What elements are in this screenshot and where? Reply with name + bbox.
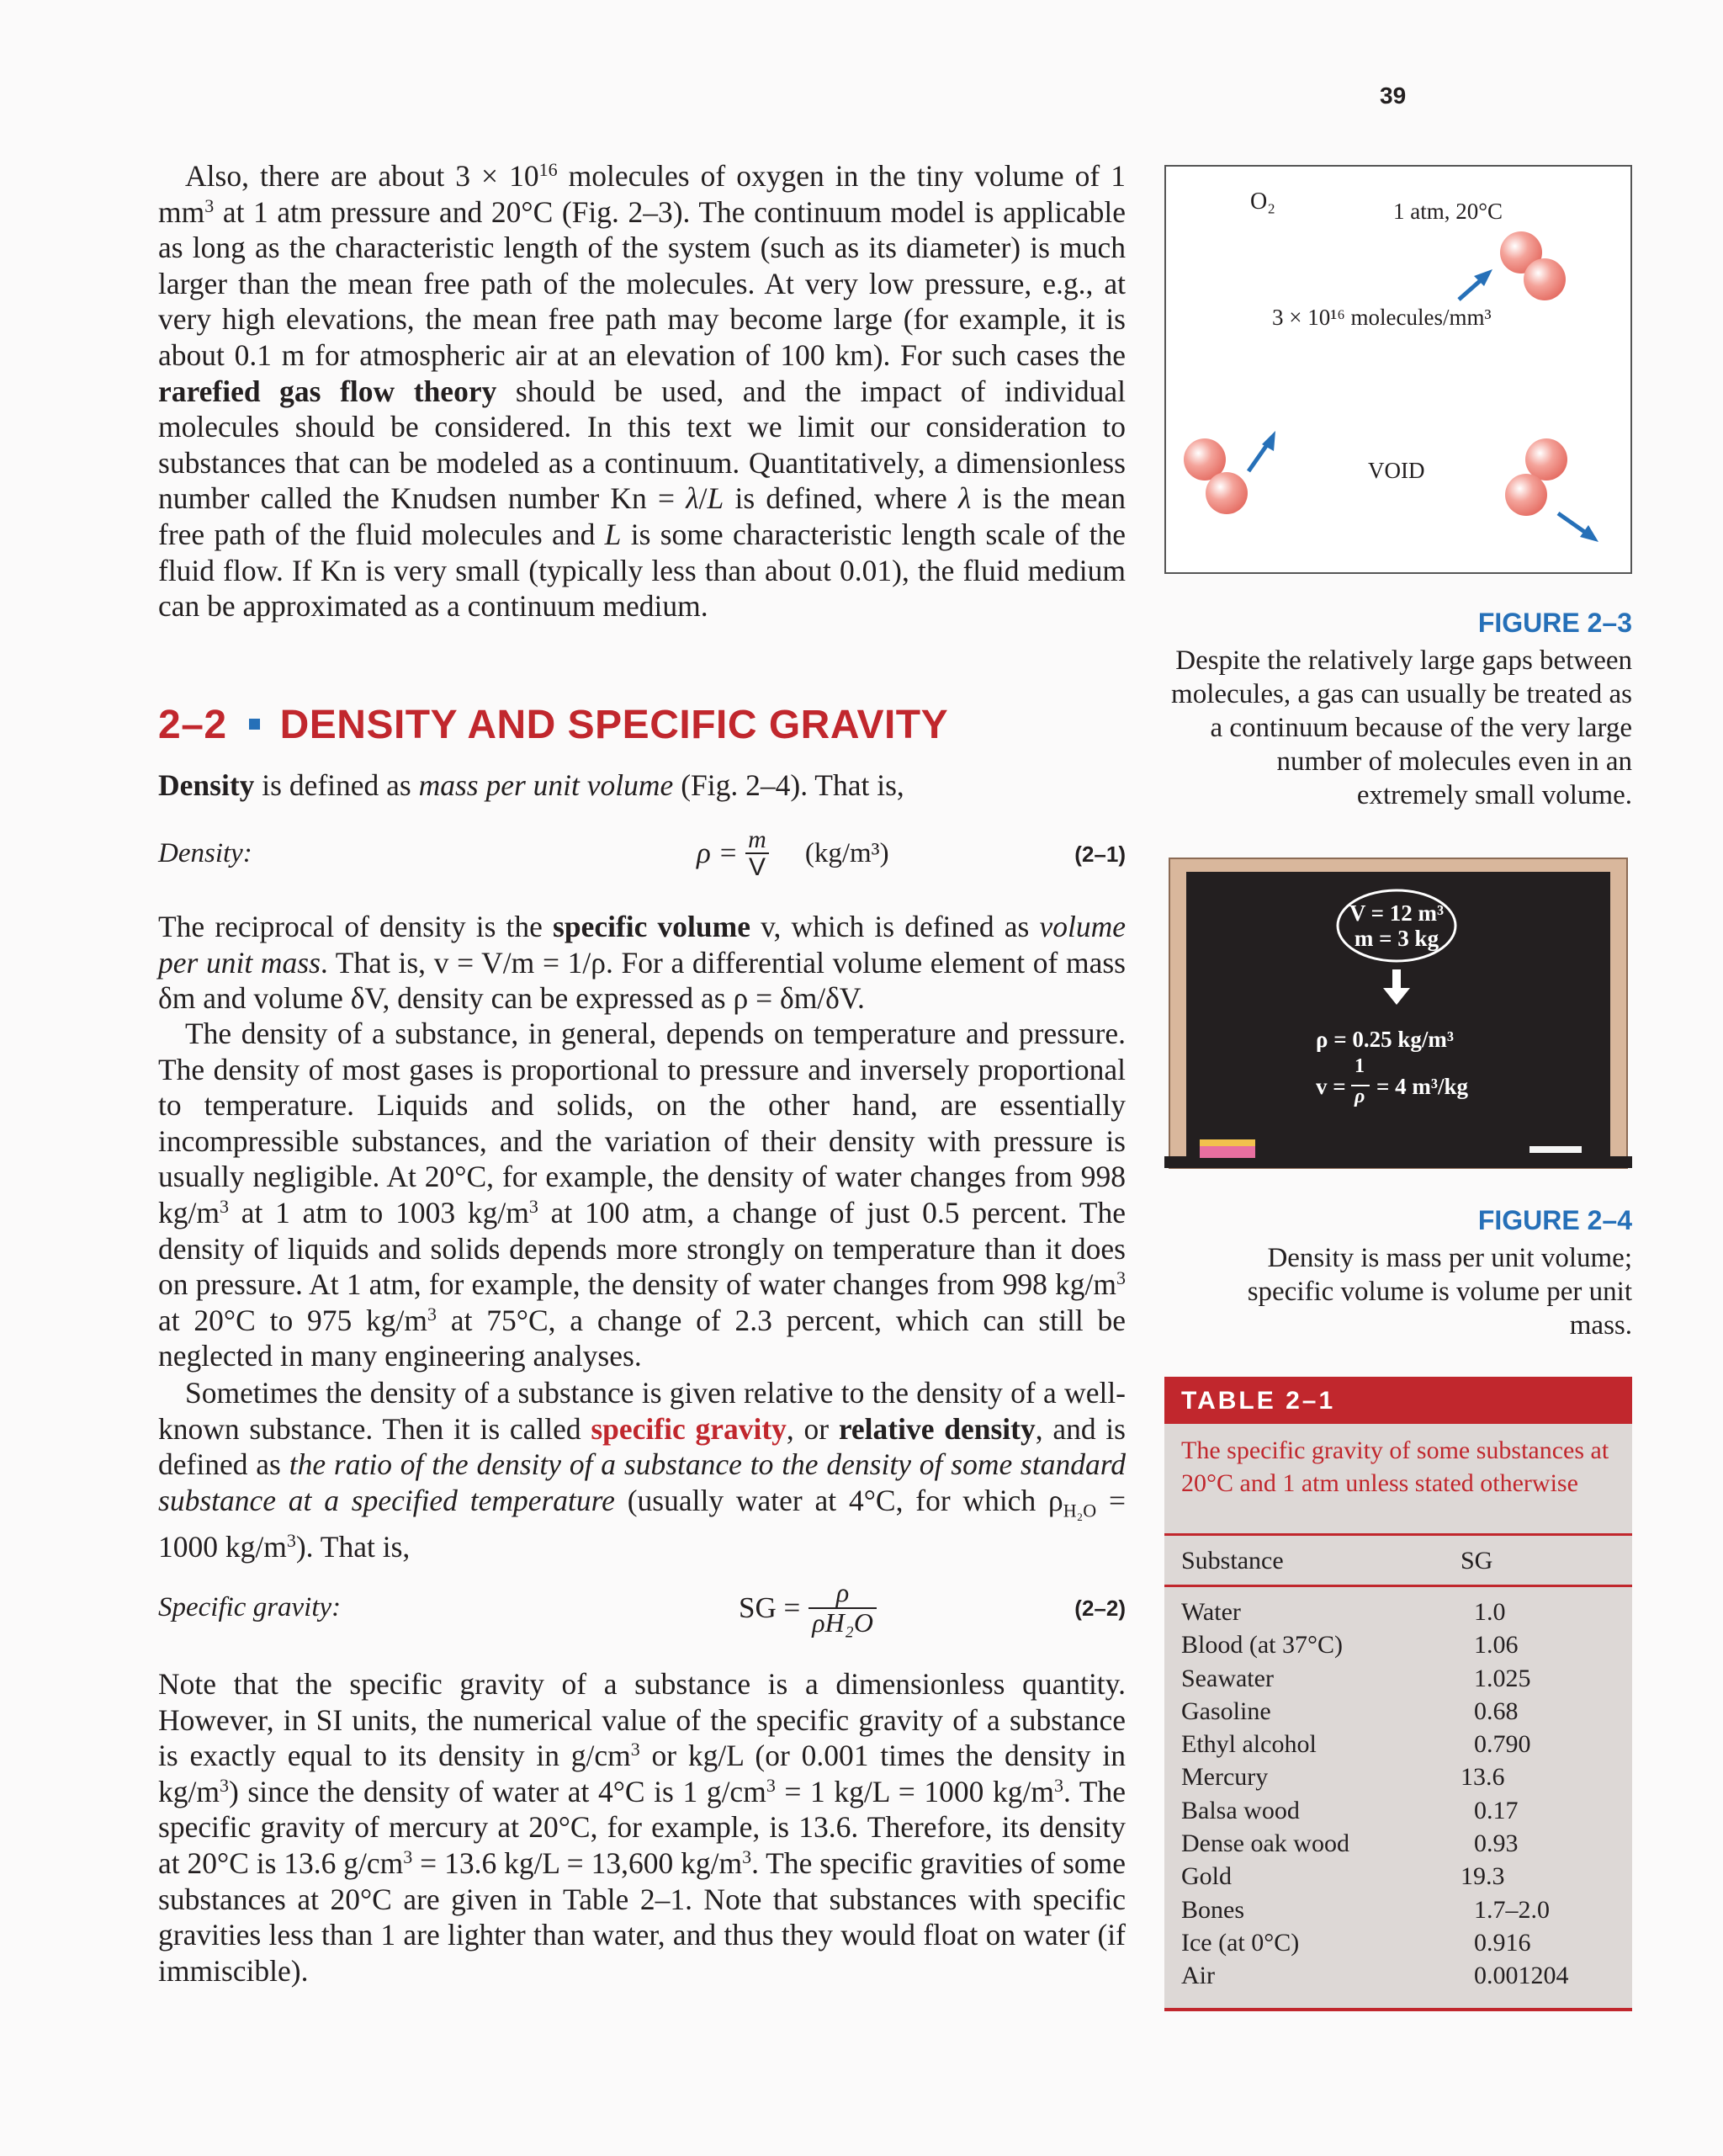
text-segment: should be used, and the impact of individual molecules should be considered. In this text we limit our consideration to substances that can be modeled as a continuum. Quantitatively, a dimensionless number called the Knudsen number Kn =	[158, 374, 1127, 516]
cell-sg: 0.17	[1474, 1796, 1519, 1824]
text-segment: 16	[538, 158, 558, 180]
table-row	[1164, 1926, 1632, 1959]
text-segment: v, which is defined as	[750, 910, 1040, 943]
text-segment: 3	[219, 1774, 229, 1796]
text-segment: Note that the specific gravity of a substance is a dimensionless quantity. However, in SI units, the numerical value of the specific gravity of a substance is exactly equal to its density in g/cm	[158, 1667, 1126, 1773]
text-segment: 3	[766, 1774, 776, 1796]
cell-sg: 0.916	[1474, 1928, 1531, 1957]
text-segment: 3	[286, 1529, 296, 1551]
oxygen-molecules-diagram	[1166, 167, 1630, 572]
text-segment: is the mean free path of the fluid molecules and	[158, 481, 1126, 551]
text-segment: (Fig. 2–4). That is,	[673, 768, 904, 802]
void-label: VOID	[1368, 458, 1425, 483]
table-body	[1164, 1587, 1632, 1993]
text-segment: specific gravity	[591, 1411, 787, 1446]
text-segment: . The specific gravities of some substances at 20°C are given in Table 2–1. Note that substances with specific gravities less than 1 are lighter than water, and thus they would float on water (if immiscible).	[158, 1845, 1127, 1988]
equation-lhs: ρ =	[697, 836, 739, 869]
equation-fraction	[745, 826, 770, 881]
paragraph-specific-gravity	[158, 1375, 1126, 1565]
table-header-row	[1164, 1536, 1632, 1585]
text-segment: (usually water at 4°C, for which ρ	[614, 1483, 1063, 1517]
equation-specific-gravity	[158, 1570, 1126, 1646]
fraction-numerator: m	[748, 825, 766, 853]
table-row	[1164, 1695, 1632, 1728]
cell-sg: 0.001204	[1474, 1962, 1569, 1990]
text-segment: at 20°C to 975 kg/m	[158, 1303, 428, 1337]
section-number: 2–2	[158, 703, 227, 747]
table-2-1	[1164, 1377, 1632, 2010]
cell-sg: 0.68	[1474, 1697, 1519, 1725]
text-segment: . That is, v = V/m = 1/ρ. For a differential volume element of mass δm and volume δV, density can be expressed as ρ = δm/δV.	[158, 945, 1126, 1016]
cell-substance: Mercury	[1181, 1763, 1269, 1792]
text-segment: 3	[1053, 1774, 1063, 1796]
text-segment: specific volume	[553, 910, 750, 943]
text-segment: 3	[219, 1195, 229, 1217]
text-segment: 3	[403, 1845, 413, 1867]
fraction-numerator: ρ	[835, 1577, 850, 1608]
text-segment: Density	[158, 768, 255, 802]
cell-sg: 19.3	[1461, 1862, 1505, 1891]
section-title: DENSITY AND SPECIFIC GRAVITY	[279, 703, 949, 747]
text-segment: , or	[786, 1411, 839, 1446]
equation-body	[739, 1570, 877, 1646]
bubble-volume: V = 12 m³	[1349, 900, 1445, 926]
text-segment: is defined as	[254, 768, 419, 802]
text-segment: ) since the density of water at 4°C is 1 g/cm	[228, 1774, 766, 1808]
text-segment: is some characteristic length scale of the fluid flow. If Kn is very small (typically less than about 0.01), the fluid medium can be approximated as a continuum medium.	[158, 517, 1127, 624]
equation-body	[697, 821, 889, 885]
text-segment: rarefied gas flow theory	[158, 374, 497, 408]
text-segment: at 100 atm, a change of just 0.5 percent. The density of liquids and solids depends more strongly on temperature than it does on pressure. At 1 atm, for example, the density of water changes from 998 kg/m	[158, 1195, 1126, 1302]
text-segment: H₂O	[1063, 1500, 1097, 1521]
figure-2-4-chalkboard	[1164, 853, 1632, 1173]
text-segment: /	[698, 481, 708, 516]
figure-2-4-title: FIGURE 2–4	[1477, 1205, 1632, 1235]
o2-label: O₂	[1250, 189, 1275, 215]
text-segment: . The specific gravity of mercury at 20°C, for example, is 13.6. Therefore, its density at 20°C is 13.6 g/cm	[158, 1774, 1127, 1880]
figure-2-3-caption: Despite the relatively large gaps between molecules, a gas can usually be treated as a continuum because of the very large number of molecules even in an extremely small volume.	[1171, 645, 1632, 810]
text-segment: λ	[957, 481, 972, 516]
text-segment: ). That is,	[295, 1530, 411, 1564]
molecule-pair-right	[1505, 438, 1567, 516]
specific-volume-result: = 4 m³/kg	[1376, 1074, 1468, 1099]
text-segment: λ	[686, 481, 699, 516]
page-number: 39	[1380, 82, 1407, 109]
cell-substance: Blood (at 37°C)	[1181, 1631, 1343, 1659]
text-segment: mass per unit volume	[418, 768, 674, 802]
conditions-label: 1 atm, 20°C	[1393, 199, 1503, 224]
figure-2-3-title: FIGURE 2–3	[1477, 608, 1632, 638]
cell-sg: 1.7–2.0	[1474, 1895, 1550, 1924]
text-segment: Also, there are about 3 × 10	[185, 159, 539, 193]
text-segment: = 1000 kg/m	[158, 1483, 1126, 1564]
equation-label: Density:	[158, 838, 252, 868]
cell-substance: Bones	[1181, 1895, 1244, 1924]
equation-fraction	[808, 1579, 877, 1637]
text-segment: 3	[742, 1845, 752, 1867]
column-header-sg: SG	[1461, 1547, 1493, 1575]
figure-2-4-caption-block	[1164, 1205, 1632, 1342]
text-segment: Sometimes the density of a substance is given relative to the density of a well-known substance. Then it is called	[158, 1376, 1126, 1446]
molecule-pair-top	[1500, 231, 1566, 300]
paragraph-specific-volume	[158, 909, 1126, 1017]
table-bottom-rule	[1164, 2008, 1632, 2011]
specific-volume-denominator: ρ	[1355, 1086, 1365, 1107]
paragraph-density-variation	[158, 1016, 1126, 1374]
table-row	[1164, 1893, 1632, 1926]
equation-number: (2–1)	[1074, 842, 1126, 867]
text-segment: The reciprocal of density is the	[158, 910, 554, 943]
table-row	[1164, 1794, 1632, 1827]
cell-substance: Gasoline	[1181, 1697, 1271, 1725]
text-segment: at 1 atm to 1003 kg/m	[228, 1195, 529, 1229]
cell-substance: Water	[1181, 1598, 1241, 1626]
bubble-mass: m = 3 kg	[1354, 926, 1439, 951]
table-title: TABLE 2–1	[1164, 1377, 1632, 1424]
cell-sg: 0.93	[1474, 1829, 1519, 1858]
equation-label: Specific gravity:	[158, 1592, 342, 1622]
equation-unit: (kg/m³)	[804, 837, 889, 868]
cell-substance: Ice (at 0°C)	[1181, 1928, 1300, 1957]
cell-substance: Gold	[1181, 1862, 1232, 1891]
cell-substance: Air	[1181, 1962, 1215, 1990]
table-row	[1164, 1662, 1632, 1695]
paragraph-density-definition	[158, 767, 1126, 804]
chalk-tray	[1164, 1156, 1632, 1168]
text-segment: at 75°C, a change of 2.3 percent, which can still be neglected in many engineering analyses.	[158, 1303, 1127, 1373]
text-segment: is defined, where	[724, 481, 958, 516]
text-segment: relative density	[838, 1411, 1036, 1446]
paragraph-sg-notes	[158, 1666, 1126, 1989]
table-row	[1164, 1728, 1632, 1760]
cell-sg: 1.025	[1474, 1664, 1531, 1692]
text-segment: = 1 kg/L = 1000 kg/m	[775, 1774, 1054, 1808]
paragraph-knudsen	[158, 158, 1126, 624]
fraction-denominator: ρH₂O	[808, 1607, 877, 1638]
specific-volume-prefix: v =	[1316, 1074, 1346, 1099]
text-segment: at 1 atm pressure and 20°C (Fig. 2–3). The continuum model is applicable as long as the characteristic length of the system (such as its diameter) is much larger than the mean free path of the molecules. At very low pressure, e.g., at very high elevations, the mean free path may become large (for example, it is about 0.1 m for atmospheric air at an elevation of 100 km). For such cases the	[158, 194, 1126, 372]
text-segment: the ratio of the density of a substance to the density of some standard substance at a specified temperature	[158, 1447, 1126, 1517]
text-segment: L	[707, 481, 724, 516]
text-segment: volume per unit mass	[158, 910, 1126, 980]
text-segment: = 13.6 kg/L = 13,600 kg/m	[412, 1845, 743, 1880]
table-row	[1164, 1760, 1632, 1793]
cell-substance: Dense oak wood	[1181, 1829, 1349, 1858]
molecule-pair-left	[1184, 438, 1248, 514]
text-segment: 3	[427, 1303, 437, 1325]
text-segment: 3	[528, 1195, 538, 1217]
chalk-icon	[1529, 1146, 1582, 1153]
column-header-substance: Substance	[1181, 1547, 1284, 1575]
text-segment: or kg/L (or 0.001 times the density in kg/m	[158, 1739, 1126, 1808]
cell-substance: Seawater	[1181, 1664, 1274, 1692]
table-row	[1164, 1860, 1632, 1893]
table-row	[1164, 1628, 1632, 1661]
specific-volume-numerator: 1	[1355, 1055, 1365, 1077]
fraction-denominator: V	[745, 852, 769, 881]
figure-2-3-diagram	[1164, 165, 1632, 574]
table-row	[1164, 1596, 1632, 1628]
equation-density	[158, 821, 1126, 885]
cell-substance: Balsa wood	[1181, 1796, 1300, 1824]
density-result: ρ = 0.25 kg/m³	[1316, 1027, 1454, 1052]
equation-lhs: SG =	[739, 1591, 801, 1624]
table-row	[1164, 1827, 1632, 1860]
figure-2-3-caption-block	[1164, 608, 1632, 812]
table-caption: The specific gravity of some substances at 20°C and 1 atm unless stated otherwise	[1181, 1436, 1609, 1497]
text-segment: 3	[630, 1739, 640, 1760]
cell-sg: 1.0	[1474, 1598, 1506, 1626]
equation-number: (2–2)	[1074, 1596, 1126, 1621]
figure-2-4-caption: Density is mass per unit volume; specific volume is volume per unit mass.	[1247, 1243, 1632, 1341]
text-segment: 3	[1116, 1267, 1126, 1289]
text-segment: L	[604, 517, 622, 551]
section-heading	[158, 702, 948, 748]
section-bullet-icon	[249, 719, 260, 730]
text-segment: molecules of oxygen in the tiny volume of 1 mm	[158, 159, 1126, 229]
cell-sg: 13.6	[1461, 1763, 1505, 1792]
text-segment: 3	[204, 194, 215, 216]
cell-sg: 0.790	[1474, 1730, 1531, 1759]
molecules-per-volume-label: 3 × 10¹⁶ molecules/mm³	[1272, 305, 1492, 330]
text-segment: , and is defined as	[158, 1411, 1126, 1482]
cell-substance: Ethyl alcohol	[1181, 1730, 1317, 1759]
cell-sg: 1.06	[1474, 1631, 1519, 1659]
text-segment: The density of a substance, in general, depends on temperature and pressure. The density of most gases is proportional to pressure and inversely proportional to temperature. Liquids and solids, on the other hand, are essentially incompressible substances, and the variation of their density with pressure is usually negligible. At 20°C, for example, the density of water changes from 998 kg/m	[158, 1017, 1126, 1229]
table-row	[1164, 1959, 1632, 1992]
